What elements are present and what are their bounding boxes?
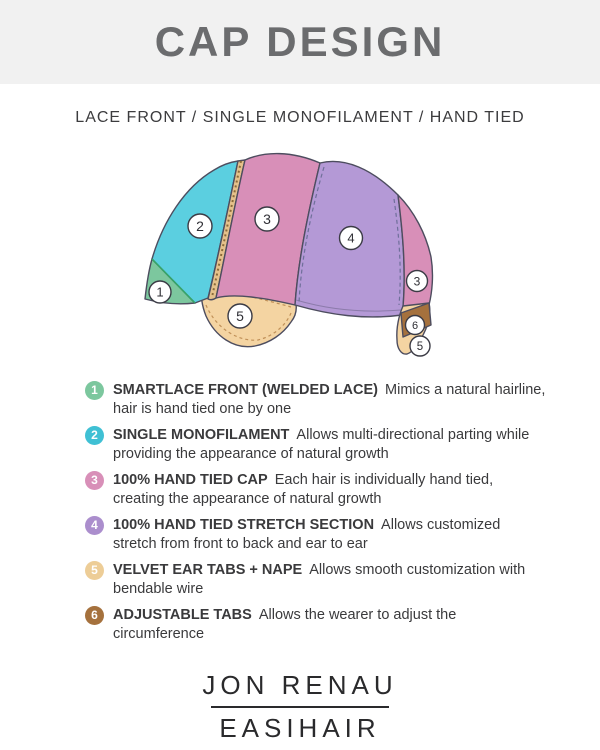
marker-3-front (255, 207, 279, 231)
legend-item-6 (85, 606, 547, 644)
legend-item-5 (85, 561, 547, 599)
svg-text:3: 3 (263, 211, 271, 227)
legend-title-6: ADJUSTABLE TABS (113, 607, 252, 623)
legend-desc-6: Allows the wearer to adjust the circumference (113, 607, 457, 642)
legend-title-5: VELVET EAR TABS + NAPE (113, 562, 303, 578)
legend-desc-1: Mimics a natural hairline, hair is hand tied one by one (113, 382, 546, 417)
legend-item-4 (85, 516, 547, 554)
legend-bullet-5: 5 (85, 561, 104, 580)
cap-diagram (110, 137, 510, 367)
svg-text:1: 1 (156, 284, 164, 300)
cap-type-subtitle: LACE FRONT / SINGLE MONOFILAMENT / HAND TIED (75, 109, 525, 126)
legend-desc-2: Allows multi-directional parting while providing the appearance of natural growth (113, 427, 530, 462)
legend (85, 381, 547, 644)
legend-desc-5: Allows smooth customization with bendable wire (113, 562, 526, 597)
marker-5-tab (410, 336, 430, 356)
header-band (0, 0, 600, 84)
brand-name-bottom: EASIHAIR (219, 713, 381, 743)
legend-title-4: 100% HAND TIED STRETCH SECTION (113, 517, 375, 533)
legend-item-2 (85, 426, 547, 464)
marker-5-nape (228, 304, 252, 328)
brand-logo (0, 670, 600, 744)
svg-text:2: 2 (196, 218, 204, 234)
marker-1 (149, 281, 171, 303)
svg-text:3: 3 (413, 274, 421, 289)
page-title: CAP DESIGN (154, 18, 446, 65)
marker-4 (340, 227, 363, 250)
legend-desc-3: Each hair is individually hand tied, creating the appearance of natural growth (113, 472, 494, 507)
legend-text-5 (113, 561, 547, 599)
legend-bullet-6: 6 (85, 606, 104, 625)
marker-6 (406, 316, 425, 335)
legend-text-6 (113, 606, 547, 644)
legend-item-3 (85, 471, 547, 509)
marker-3-back (407, 271, 428, 292)
svg-text:5: 5 (416, 341, 424, 353)
legend-title-3: 100% HAND TIED CAP (113, 472, 268, 488)
legend-desc-4: Allows customized stretch from front to back and ear to ear (113, 517, 501, 552)
legend-text-4 (113, 516, 547, 554)
legend-bullet-3: 3 (85, 471, 104, 490)
legend-text-2 (113, 426, 547, 464)
svg-text:4: 4 (347, 230, 355, 246)
legend-item-1 (85, 381, 547, 419)
legend-text-3 (113, 471, 547, 509)
legend-bullet-1: 1 (85, 381, 104, 400)
legend-bullet-4: 4 (85, 516, 104, 535)
svg-text:6: 6 (411, 320, 419, 332)
legend-text-1 (113, 381, 547, 419)
brand-divider (211, 706, 389, 708)
brand-name-top: JON RENAU (202, 670, 398, 700)
svg-text:5: 5 (236, 308, 244, 324)
legend-title-1: SMARTLACE FRONT (WELDED LACE) (113, 382, 379, 398)
legend-title-2: SINGLE MONOFILAMENT (113, 427, 290, 443)
marker-2 (188, 214, 212, 238)
legend-bullet-2: 2 (85, 426, 104, 445)
